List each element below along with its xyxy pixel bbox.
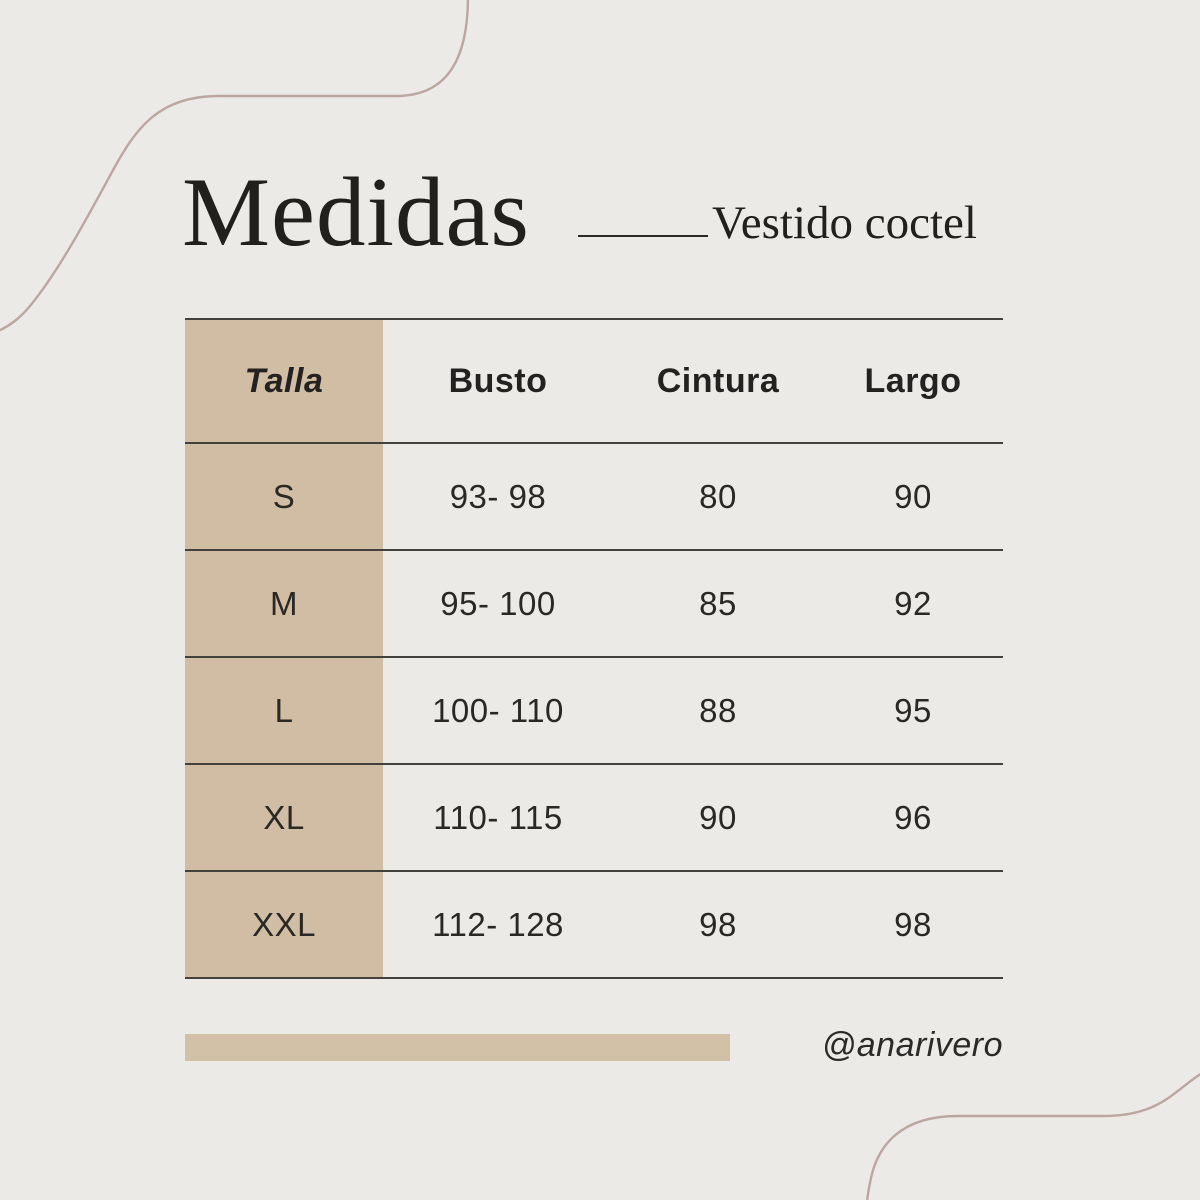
table-header-row <box>185 318 1003 442</box>
cintura-value: 85 <box>699 584 737 622</box>
size-label: M <box>185 551 383 656</box>
subtitle-group <box>578 197 977 249</box>
size-table <box>185 318 1003 979</box>
largo-value: 92 <box>894 584 932 622</box>
page-subtitle: Vestido coctel <box>712 197 977 249</box>
title-divider-line <box>578 235 708 237</box>
size-label: XL <box>185 765 383 870</box>
cintura-value: 90 <box>699 798 737 836</box>
largo-value: 98 <box>894 905 932 943</box>
busto-value: 110- 115 <box>433 798 563 836</box>
size-label: S <box>185 444 383 549</box>
largo-value: 95 <box>894 691 932 729</box>
column-header-largo: Largo <box>864 361 962 400</box>
column-header-busto: Busto <box>448 361 548 400</box>
busto-value: 100- 110 <box>432 691 564 729</box>
table-row-l <box>185 656 1003 763</box>
bottom-accent-bar <box>185 1034 730 1061</box>
busto-value: 112- 128 <box>432 905 564 943</box>
page-title: Medidas <box>182 158 530 267</box>
table-row-s <box>185 442 1003 549</box>
column-header-talla: Talla <box>185 320 383 442</box>
size-label: L <box>185 658 383 763</box>
table-row-m <box>185 549 1003 656</box>
table-row-xxl <box>185 870 1003 977</box>
table-row-xl <box>185 763 1003 870</box>
busto-value: 93- 98 <box>449 477 547 515</box>
size-label: XXL <box>185 872 383 977</box>
cintura-value: 98 <box>699 905 737 943</box>
cintura-value: 80 <box>699 477 737 515</box>
busto-value: 95- 100 <box>440 584 556 622</box>
cintura-value: 88 <box>699 691 737 729</box>
largo-value: 96 <box>894 798 932 836</box>
column-header-cintura: Cintura <box>656 361 780 400</box>
instagram-handle: @anarivero <box>821 1026 1003 1064</box>
decorative-curve-bottom-right <box>867 1072 1200 1200</box>
largo-value: 90 <box>894 477 932 515</box>
